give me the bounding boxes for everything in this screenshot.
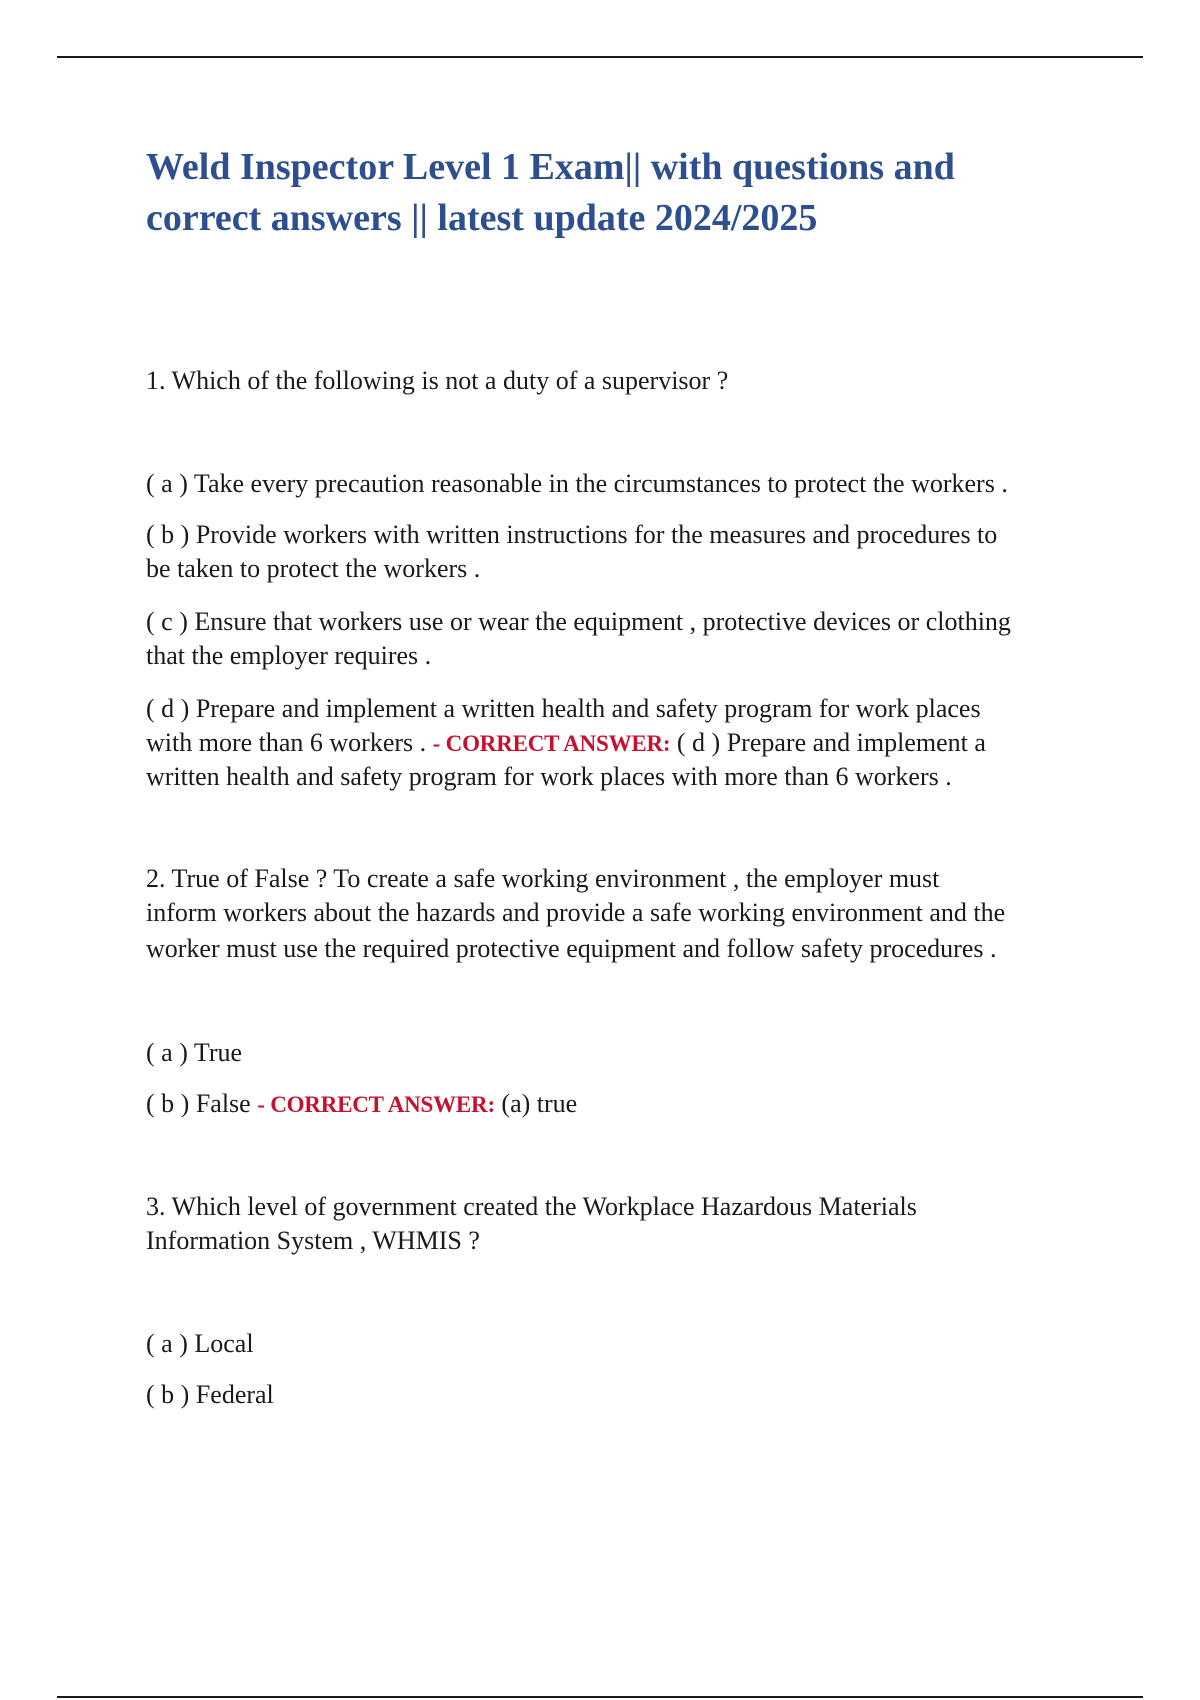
question-1-option-a: ( a ) Take every precaution reasonable in the circumstances to protect the workers . [146, 469, 1008, 498]
title-line: Weld Inspector Level 1 Exam|| with questions and [146, 146, 955, 188]
title-line: correct answers || latest update 2024/2025 [146, 197, 818, 239]
question-3-text: 3. Which level of government created the Workplace Hazardous Materials [146, 1192, 917, 1221]
question-1-option-d: ( d ) Prepare and implement a written health and safety program for work places [146, 694, 981, 723]
correct-answer-text: ( d ) Prepare and implement a [676, 728, 986, 757]
question-1-option-c-cont: that the employer requires . [146, 641, 432, 670]
question-1-option-b: ( b ) Provide workers with written instructions for the measures and procedures to [146, 520, 998, 549]
option-text: ( b ) False [146, 1089, 251, 1118]
correct-answer-text: (a) true [501, 1089, 578, 1118]
option-text: with more than 6 workers . [146, 728, 427, 757]
question-2-text: 2. True of False ? To create a safe working environment , the employer must [146, 864, 940, 893]
bottom-rule [57, 1696, 1143, 1698]
correct-answer-text-cont: written health and safety program for work places with more than 6 workers . [146, 762, 952, 791]
question-3-text-cont: Information System , WHMIS ? [146, 1226, 480, 1255]
top-rule [57, 56, 1143, 58]
correct-answer-marker: - CORRECT ANSWER: [257, 1092, 495, 1117]
question-2-text-cont: worker must use the required protective equipment and follow safety procedures . [146, 934, 997, 963]
page-title [146, 142, 1106, 244]
question-2-option-a: ( a ) True [146, 1038, 243, 1067]
question-1-text: 1. Which of the following is not a duty of a supervisor ? [146, 366, 729, 395]
question-1-option-c: ( c ) Ensure that workers use or wear the equipment , protective devices or clothing [146, 607, 1011, 636]
question-2-option-b [146, 1087, 1106, 1122]
question-2-text-cont: inform workers about the hazards and provide a safe working environment and the [146, 898, 1006, 927]
correct-answer-marker: - CORRECT ANSWER: [432, 731, 671, 756]
question-3-option-b: ( b ) Federal [146, 1380, 274, 1409]
question-3-option-a: ( a ) Local [146, 1329, 254, 1358]
question-1-option-b-cont: be taken to protect the workers . [146, 554, 481, 583]
question-1-option-d-cont [146, 726, 1106, 761]
